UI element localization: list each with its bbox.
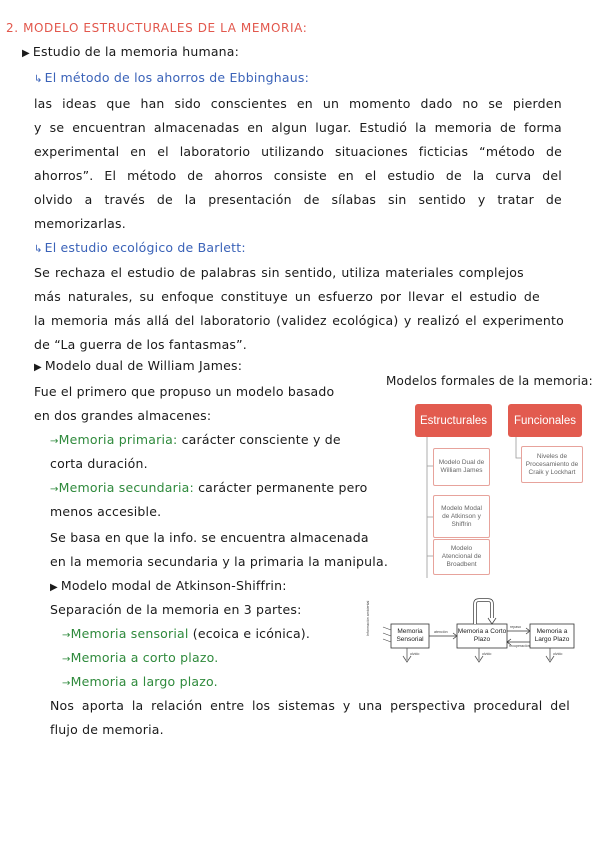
- box-niveles-procesamiento: Niveles de Procesamiento de Craik y Lockhart: [521, 446, 583, 483]
- word: la: [131, 698, 144, 713]
- paragraph-line: Separación de la memoria en 3 partes:: [50, 602, 302, 617]
- word: ideas: [62, 96, 97, 111]
- word: de: [500, 120, 517, 135]
- word: de: [156, 192, 173, 207]
- triangle-bullet-icon: ▶: [22, 48, 30, 59]
- word: por: [379, 289, 402, 304]
- word: palabras: [200, 265, 257, 280]
- word: la: [472, 168, 485, 183]
- word: el: [465, 313, 477, 328]
- word: un: [322, 96, 340, 111]
- box-memoria-corto-plazo: Memoria a Corto Plazo: [457, 628, 507, 643]
- triangle-bullet-icon: ▶: [50, 582, 58, 593]
- word: El: [104, 168, 117, 183]
- word: en: [337, 168, 354, 183]
- paragraph-line: Se basa en que la info. se encuentra almacenada: [50, 530, 369, 545]
- green-term: Memoria primaria:: [58, 432, 178, 447]
- word: constituye: [220, 289, 288, 304]
- word: el: [451, 289, 463, 304]
- word: almacenadas: [153, 120, 240, 135]
- word: experimental: [34, 144, 120, 159]
- word: y: [342, 698, 351, 713]
- word: del: [174, 313, 195, 328]
- word: utiliza: [341, 265, 381, 280]
- arrow-right-icon: →: [62, 630, 71, 641]
- output-label-olvido: olvido: [410, 652, 420, 656]
- word: de: [545, 192, 562, 207]
- green-term: Memoria sensorial: [70, 626, 189, 641]
- word: forma: [524, 120, 562, 135]
- word: de: [179, 265, 196, 280]
- input-label: Información ambiental: [366, 600, 370, 636]
- word: sin: [388, 192, 407, 207]
- word: olvido: [34, 192, 73, 207]
- box-modelo-atencional: Modelo Atencional de Broadbent: [433, 539, 490, 575]
- word: presentación: [208, 192, 292, 207]
- estructurales-header: Estructurales: [415, 404, 492, 437]
- box-memoria-largo-plazo: Memoria a Largo Plazo: [534, 628, 570, 643]
- section-heading-text: Modelo modal de Atkinson-Shiffrin:: [60, 578, 287, 593]
- hook-arrow-icon: ↳: [34, 244, 43, 255]
- word: no: [462, 96, 479, 111]
- output-label-olvido: olvido: [482, 652, 492, 656]
- word: dado: [420, 96, 453, 111]
- word: allá: [146, 313, 170, 328]
- arrow-right-icon: →: [62, 654, 71, 665]
- item-text: (ecoica e icónica).: [188, 626, 311, 641]
- word: lugar.: [315, 120, 352, 135]
- arrow-right-icon: →: [50, 484, 59, 495]
- word: (validez: [276, 313, 327, 328]
- word: curva: [495, 168, 532, 183]
- word: rechaza: [55, 265, 106, 280]
- arrow-label-atencion: atención: [434, 630, 448, 634]
- word: su: [139, 289, 155, 304]
- word: la: [415, 120, 427, 135]
- word: ficticias: [418, 144, 469, 159]
- word: la: [184, 192, 197, 207]
- word: Se: [34, 265, 51, 280]
- paragraph-line: de “La guerra de los fantasmas”.: [34, 337, 247, 352]
- hook-arrow-icon: ↳: [34, 74, 43, 85]
- word: sido: [174, 96, 201, 111]
- paragraph-line: en la memoria secundaria y la primaria la manipula.: [50, 554, 388, 569]
- paragraph-line: corta duración.: [50, 456, 148, 471]
- word: el: [157, 144, 169, 159]
- word: y: [34, 120, 42, 135]
- word: a: [84, 192, 93, 207]
- paragraph-line: memorizarlas.: [34, 216, 126, 231]
- word: través: [104, 192, 145, 207]
- word: se: [488, 96, 503, 111]
- word: entre: [210, 698, 245, 713]
- word: estudio: [387, 168, 435, 183]
- word: consiste: [273, 168, 327, 183]
- word: en: [247, 120, 264, 135]
- word: de: [187, 168, 204, 183]
- word: del: [550, 698, 570, 713]
- word: sentido,: [284, 265, 337, 280]
- triangle-bullet-icon: ▶: [34, 362, 42, 373]
- word: ecológica): [332, 313, 399, 328]
- word: conscientes: [210, 96, 287, 111]
- word: situaciones: [335, 144, 408, 159]
- funcionales-header: Funcionales: [508, 404, 582, 437]
- paragraph-line: en dos grandes almacenes:: [34, 408, 212, 423]
- paragraph-line: flujo de memoria.: [50, 722, 164, 737]
- diagram-title: Modelos formales de la memoria:: [386, 374, 593, 388]
- word: estudio: [469, 289, 517, 304]
- word: tratar: [497, 192, 534, 207]
- word: y: [403, 313, 412, 328]
- word: estudio: [127, 265, 175, 280]
- section-heading-text: Modelo dual de William James:: [44, 358, 243, 373]
- word: pierden: [512, 96, 562, 111]
- word: esfuerzo: [317, 289, 374, 304]
- word: de: [445, 168, 462, 183]
- subheading-text: El método de los ahorros de Ebbinghaus:: [44, 70, 309, 85]
- word: más: [34, 289, 61, 304]
- section-heading-text: Estudio de la memoria humana:: [32, 44, 240, 59]
- word: complejos: [458, 265, 524, 280]
- word: de: [545, 144, 562, 159]
- word: algun: [271, 120, 308, 135]
- word: memoria: [51, 313, 109, 328]
- paragraph-line: Fue el primero que propuso un modelo basado: [34, 384, 335, 399]
- word: sistemas: [278, 698, 336, 713]
- word: procedural: [473, 698, 543, 713]
- box-modelo-dual: Modelo Dual de William James: [433, 448, 490, 486]
- green-term: Memoria secundaria:: [58, 480, 194, 495]
- word: del: [542, 168, 562, 183]
- word: ahorros: [214, 168, 263, 183]
- item-text: carácter consciente y de: [177, 432, 341, 447]
- green-term: Memoria a largo plazo.: [70, 674, 218, 689]
- word: en: [130, 144, 147, 159]
- word: memoria: [434, 120, 493, 135]
- word: encuentran: [72, 120, 146, 135]
- word: un: [294, 289, 312, 304]
- word: una: [358, 698, 383, 713]
- word: realizó: [416, 313, 460, 328]
- word: más: [113, 313, 141, 328]
- word: las: [34, 96, 53, 111]
- word: experimento: [482, 313, 564, 328]
- word: enfoque: [161, 289, 214, 304]
- word: sentido: [418, 192, 466, 207]
- subheading-text: El estudio ecológico de Barlett:: [44, 240, 246, 255]
- page-title: 2. MODELO ESTRUCTURALES DE LA MEMORIA:: [6, 21, 308, 35]
- word: el: [364, 168, 377, 183]
- paragraph-line: menos accesible.: [50, 504, 162, 519]
- word: se: [49, 120, 65, 135]
- output-label-olvido: olvido: [553, 652, 563, 656]
- word: de: [303, 192, 320, 207]
- word: y: [477, 192, 486, 207]
- box-modelo-modal: Modelo Modal de Atkinson y Shiffrin: [433, 495, 490, 538]
- word: “método: [479, 144, 536, 159]
- word: de: [523, 289, 540, 304]
- box-memoria-sensorial: Memoria Sensorial: [396, 628, 424, 643]
- word: aporta: [81, 698, 125, 713]
- word: relación: [151, 698, 203, 713]
- word: utilizando: [261, 144, 325, 159]
- word: momento: [349, 96, 411, 111]
- word: laboratorio: [200, 313, 271, 328]
- green-term: Memoria a corto plazo.: [70, 650, 219, 665]
- word: Estudió: [359, 120, 408, 135]
- word: Nos: [50, 698, 75, 713]
- word: los: [252, 698, 271, 713]
- word: ahorros”.: [34, 168, 94, 183]
- arrow-label-recuperacion: recuperación: [509, 644, 530, 648]
- word: naturales,: [67, 289, 133, 304]
- word: han: [140, 96, 165, 111]
- word: materiales: [385, 265, 454, 280]
- item-text: carácter permanente pero: [193, 480, 368, 495]
- word: en: [296, 96, 313, 111]
- word: sílabas: [331, 192, 377, 207]
- word: la: [34, 313, 46, 328]
- word: el: [110, 265, 123, 280]
- arrow-label-repaso: repaso: [510, 625, 521, 629]
- word: llevar: [408, 289, 445, 304]
- arrow-right-icon: →: [50, 436, 59, 447]
- word: método: [127, 168, 177, 183]
- word: perspectiva: [390, 698, 466, 713]
- word: que: [106, 96, 131, 111]
- word: laboratorio: [179, 144, 251, 159]
- word: sin: [261, 265, 280, 280]
- arrow-right-icon: →: [62, 678, 71, 689]
